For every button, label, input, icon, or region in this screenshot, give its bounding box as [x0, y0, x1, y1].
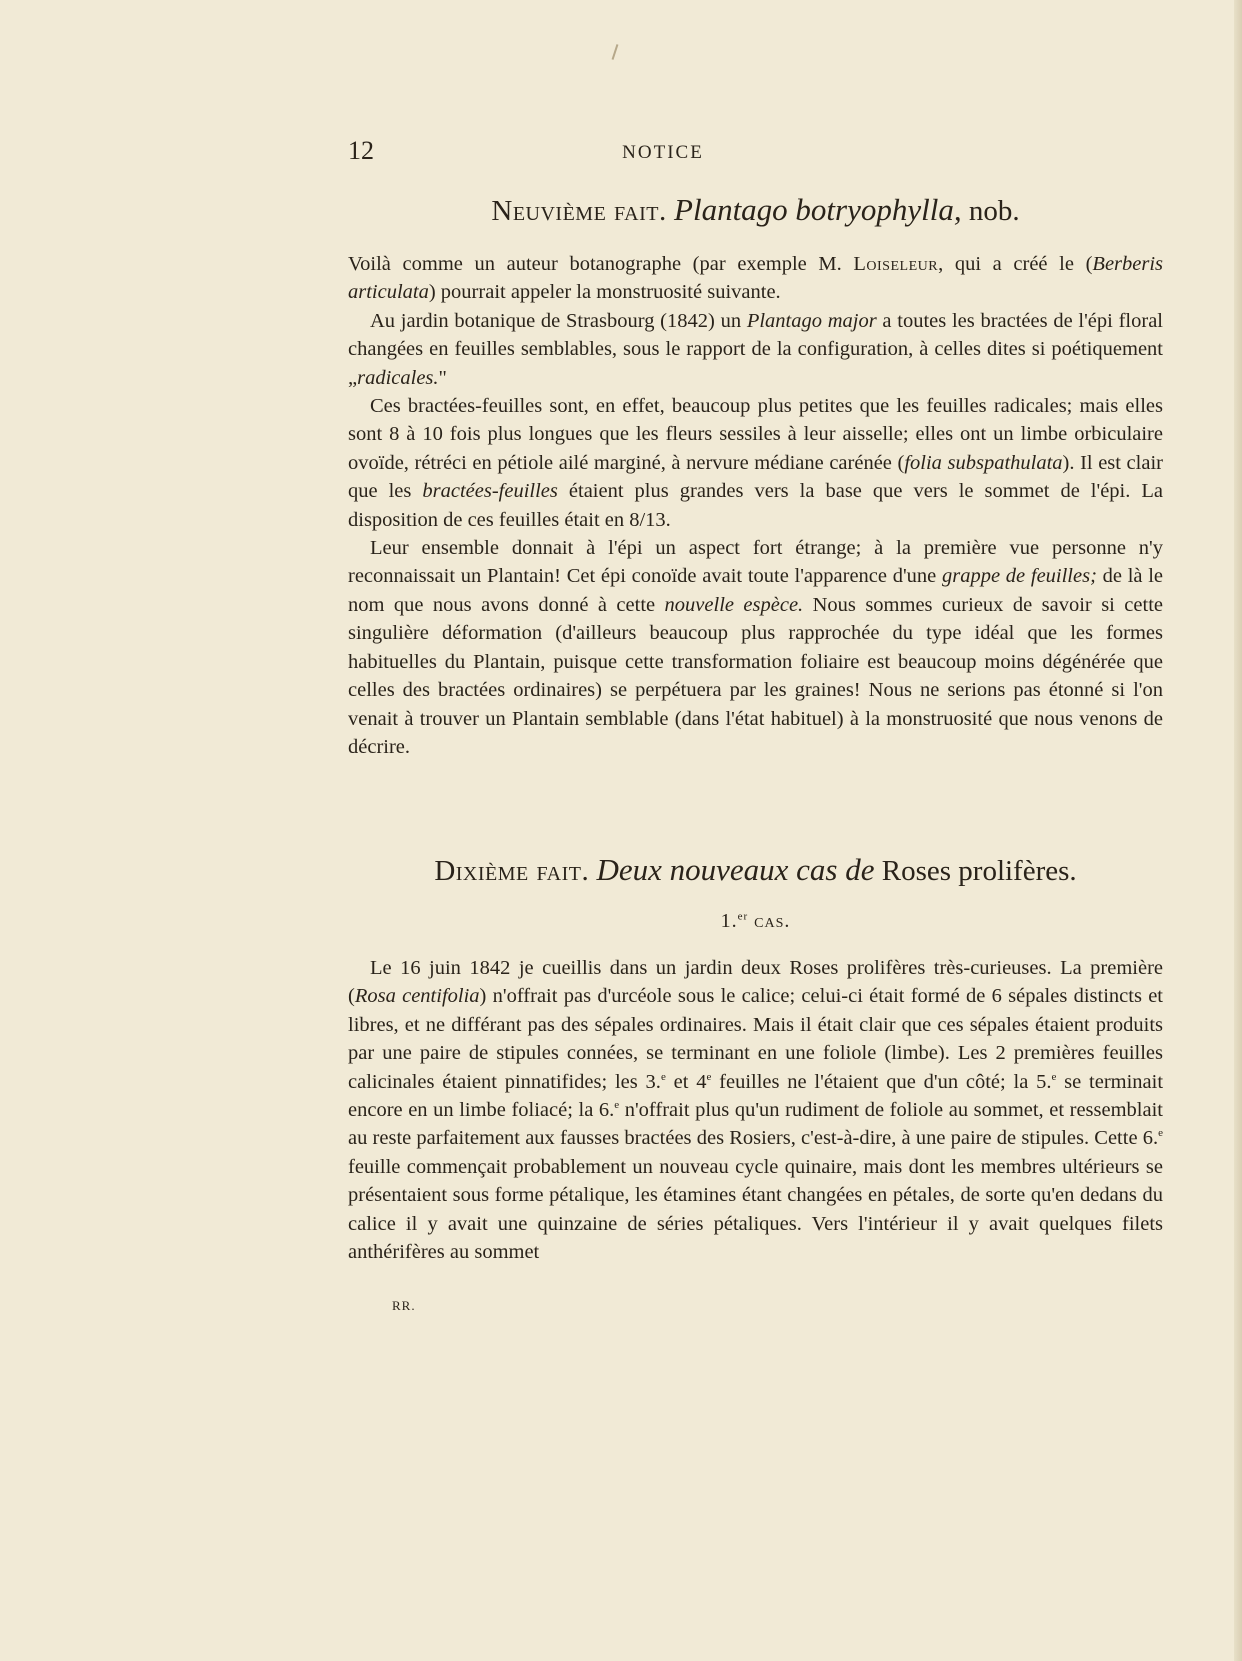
page-edge — [1234, 0, 1242, 1661]
section-title-neuvieme — [348, 192, 1163, 228]
superscript: e — [614, 1099, 620, 1112]
quoted-term: radicales. — [357, 366, 439, 389]
page-number: 12 — [348, 136, 374, 165]
italic-term: bractées-feuilles — [422, 480, 558, 503]
case-subheading — [348, 910, 1163, 933]
text-run: Le 16 juin 1842 je cueillis dans un jardin deux Roses prolifères très-curieuses. La première ( — [348, 957, 1163, 1008]
text-run: de là le nom que nous avons donné à cette — [348, 565, 1164, 616]
text-run: Voilà comme un auteur botanographe (par exemple M. — [348, 253, 842, 275]
text-run: n'offrait plus qu'un rudiment de foliole au sommet, et ressemblait au reste parfaitement aux fausses bractées des Rosiers, c'est-à-dire, à une paire de stipules. Cette 6. — [348, 1099, 1163, 1150]
text-run: et 4 — [673, 1070, 707, 1093]
superscript: er — [737, 910, 749, 923]
italic-term: grappe de feuilles; — [942, 565, 1097, 588]
text-run: , qui a créé le — [938, 253, 1074, 275]
species-name: Rosa centifolia — [354, 985, 480, 1008]
paragraph: Voilà comme un auteur botanographe (par exemple M. Loiseleur, qui a créé le (Berberis articulata) pourrait appeler la monstruosité suivante. — [348, 253, 1164, 304]
section-title-rest: Roses prolifères. — [881, 855, 1077, 887]
superscript: e — [1051, 1070, 1057, 1083]
text-run: se terminait encore en un limbe foliacé; la 6. — [348, 1070, 1164, 1122]
species-name: Berberis articulata — [348, 253, 1164, 304]
text-run: Ces bractées-feuilles sont, en effet, beaucoup plus petites que les feuilles radicales; mais elles sont 8 à 10 fois plus longues que les fleurs sessiles à leur aisselle; elles ont un limbe orbiculaire ovoïde, rétréci en pétiole ailé marginé, à nervure médiane carénée ( — [348, 395, 1163, 474]
section-label: Neuvième fait. — [491, 195, 667, 227]
text-run: feuille commençait probablement un nouveau cycle quinaire, mais dont les membres ultérieurs se présentaient sous forme pétalique, les étamines étant changées en pétales, de sorte qu'en dedans du calice il y avait une quinzaine de séries pétaliques. Vers l'intérieur il y avait quelques filets anthérifères au sommet — [348, 1155, 1163, 1264]
section-title-dixieme — [348, 852, 1163, 888]
text-run: ) pourrait appeler la monstruosité suivante. — [428, 281, 781, 304]
section-title-italic: Plantago botryophylla, — [674, 192, 962, 227]
section-title-italic: Deux nouveaux cas de — [596, 852, 875, 887]
text-run: Au jardin botanique de Strasbourg (1842) un — [370, 309, 742, 332]
page-header — [348, 136, 1158, 170]
section-body-dixieme — [348, 954, 1163, 1266]
section-body-neuvieme — [348, 250, 1163, 761]
case-label: cas. — [754, 910, 791, 932]
text-run: Nous sommes curieux de savoir si cette singulière déformation (d'ailleurs beaucoup plus rapprochée du type idéal que les formes habituelles du Plantain, puisque cette transformation foliaire est beaucoup moins dégénérée que celles des bractées ordinaires) se perpétuera par les graines! Nous ne serions pas étonné si l'on venait à trouver un Plantain semblable (dans l'état habituel) à la monstruosité que nous venons de décrire. — [348, 593, 1163, 758]
author-name: Loiseleur — [853, 253, 939, 275]
superscript: e — [706, 1070, 712, 1083]
stray-mark — [612, 44, 619, 60]
text-run: feuilles ne l'étaient que d'un côté; la 5. — [719, 1070, 1052, 1093]
text-run: " — [438, 366, 447, 389]
paragraph — [348, 954, 1163, 1266]
section-title-rest: nob. — [968, 195, 1020, 227]
section-label: Dixième fait. — [434, 855, 590, 887]
superscript: e — [660, 1070, 666, 1083]
text-run: Leur ensemble donnait à l'épi un aspect fort étrange; à la première vue personne n'y reconnaissait un Plantain! Cet épi conoïde avait toute l'apparence d'une — [348, 537, 1163, 588]
text-run: a toutes les bractées de l'épi floral changées en feuilles semblables, sous le rapport de la configuration, à celles dites si poétiquement „ — [348, 309, 1163, 389]
text-run: étaient plus grandes vers la base que vers le sommet de l'épi. La disposition de ces feuilles était en 8/13. — [348, 480, 1164, 531]
running-head: NOTICE — [622, 142, 704, 163]
superscript: e — [1158, 1127, 1163, 1140]
italic-term: nouvelle espèce. — [664, 593, 804, 616]
paragraph — [348, 392, 1163, 534]
case-number: 1. — [720, 910, 738, 932]
species-name: Plantago major — [746, 309, 877, 332]
signature-mark: RR. — [392, 1298, 416, 1313]
paragraph — [348, 307, 1163, 392]
paragraph — [348, 534, 1163, 761]
text-run: ) n'offrait pas d'urcéole sous le calice; celui-ci était formé de 6 sépales distincts et libres, et ne différant pas des sépales ordinaires. Mais il était clair que ces sépales étaient produits par une paire de stipules connées, se terminant en une foliole (limbe). Les 2 premières feuilles calicinales étaient pinnatifides; les 3. — [348, 985, 1164, 1093]
latin-term: folia subspathulata — [904, 451, 1063, 474]
text-run: ). Il est clair que les — [348, 451, 1163, 503]
